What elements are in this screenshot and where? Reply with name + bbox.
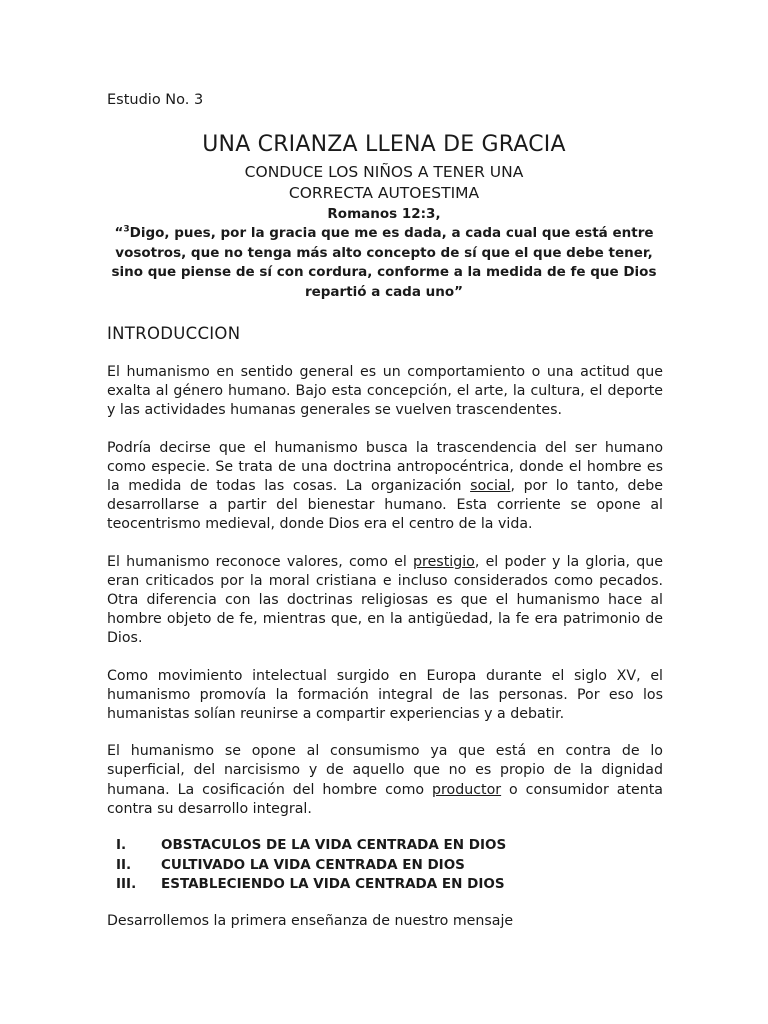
scripture-verse [100,224,668,302]
outline-item [107,875,667,895]
subtitle-line-1: CONDUCE LOS NIÑOS A TENER UNA [244,163,524,181]
study-label: Estudio No. 3 [107,92,204,108]
outline-item-text: ESTABLECIENDO LA VIDA CENTRADA EN DIOS [161,876,505,892]
paragraph-2-text-b: , por lo tanto, debe desarrollarse a partir del bienestar humano. Esta corriente se opone al teocentrismo medieval, donde Dios era el centro de la vida. [107,478,663,533]
verse-text: Digo, pues, por la gracia que me es dada, a cada cual que está entre vosotros, que no tenga más alto concepto de sí que el que debe tener, sino que piense de sí con cordura, conforme a la medida de fe que Dios repartió a cada uno” [111,225,657,300]
paragraph-3-text-a: El humanismo reconoce valores, como el [107,553,414,570]
outline-item-text: OBSTACULOS DE LA VIDA CENTRADA EN DIOS [161,837,507,853]
page-title: UNA CRIANZA LLENA DE GRACIA [202,132,566,157]
outline-item [107,836,667,856]
title-block [100,128,668,302]
outline-item-number: I. [116,837,127,853]
paragraph-5-text-b: o consumidor atenta contra su desarrollo integral. [107,781,663,817]
outline-item [107,856,667,876]
paragraph-4: Como movimiento intelectual surgido en Europa durante el siglo XV, el humanismo promovía la formación integral de las personas. Por eso los humanistas solían reunirse a compartir experiencias y a debatir. [107,667,663,723]
link-productor[interactable]: productor [432,781,502,798]
paragraph-2 [107,439,663,535]
section-heading-introduccion: INTRODUCCION [107,324,241,343]
link-prestigio[interactable]: prestigio [413,553,475,570]
paragraph-5 [107,742,663,819]
paragraph-1: El humanismo en sentido general es un comportamiento o una actitud que exalta al género humano. Bajo esta concepción, el arte, la cultura, el deporte y las actividades humanas generales se vuelven trascendentes. [107,364,663,419]
outline-item-text: CULTIVADO LA VIDA CENTRADA EN DIOS [161,856,465,873]
outline-item-number: II. [116,856,132,873]
verse-number: 3 [123,224,130,235]
link-social[interactable]: social [470,478,511,495]
introduction-body [107,363,663,837]
verse-open-quote: “ [114,225,124,241]
outline-list [107,836,667,895]
paragraph-3 [107,553,663,649]
paragraph-5-text-a: El humanismo se opone al consumismo ya que está en contra de lo superficial, del narcisismo y de aquello que no es propio de la dignidad humana. La cosificación del hombre como [107,743,663,798]
paragraph-2-text-a: Podría decirse que el humanismo busca la trascendencia del ser humano como especie. Se trata de una doctrina antropocéntrica, donde el hombre es la medida de todas las cosas. La organización [107,439,663,495]
subtitle-line-2: CORRECTA AUTOESTIMA [288,184,480,202]
scripture-reference: Romanos 12:3, [327,206,441,222]
outline-item-number: III. [116,876,137,892]
paragraph-3-text-b: , el poder y la gloria, que eran criticados por la moral cristiana e incluso considerados como pecados. Otra diferencia con las doctrinas religiosas es que el humanismo hace al hombre objeto de fe, mientras que, en la antigüedad, la fe era patrimonio de Dios. [107,553,663,647]
closing-sentence: Desarrollemos la primera enseñanza de nuestro mensaje [107,913,514,929]
